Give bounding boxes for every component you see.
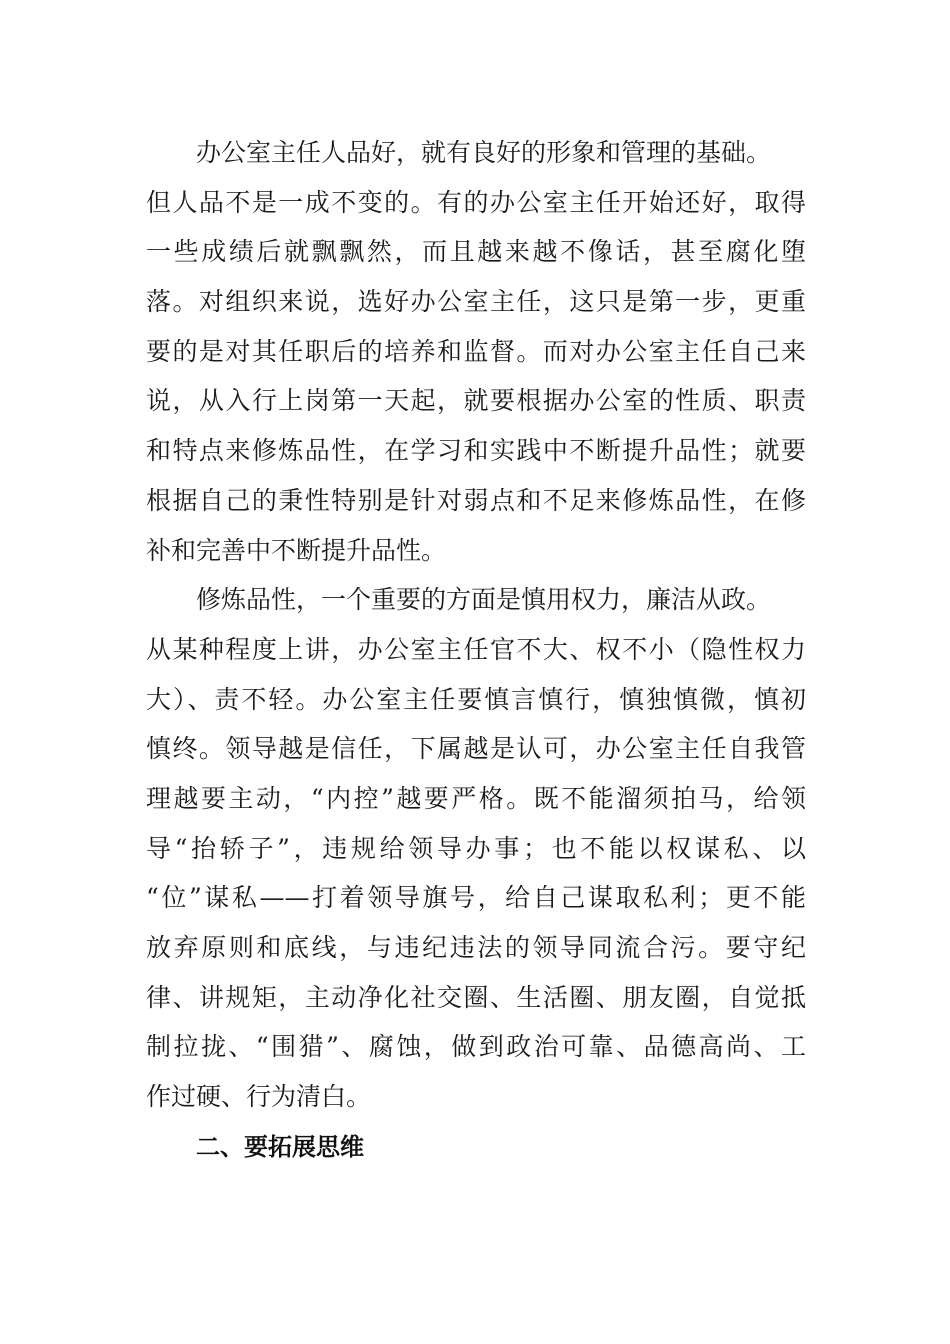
text-line: “位”谋私——打着领导旗号，给自己谋取私利；更不能 — [146, 883, 806, 913]
section-heading: 二、要拓展思维 — [196, 1132, 364, 1161]
text-line: 补和完善中不断提升品性。 — [146, 535, 447, 565]
text-line: 理越要主动，“内控”越要严格。既不能溜须拍马，给领 — [146, 783, 806, 813]
paragraph-use-of-power — [146, 575, 806, 1122]
text-line: 要的是对其任职后的培养和监督。而对办公室主任自己来 — [146, 336, 806, 366]
text-line: 放弃原则和底线，与违纪违法的领导同流合污。要守纪 — [146, 933, 806, 962]
text-line: 大）、责不轻。办公室主任要慎言慎行，慎独慎微，慎初 — [146, 684, 806, 714]
text-line: 落。对组织来说，选好办公室主任，这只是第一步，更重 — [146, 287, 806, 317]
text-line: 和特点来修炼品性，在学习和实践中不断提升品性；就要 — [146, 436, 806, 466]
text-line: 根据自己的秉性特别是针对弱点和不足来修炼品性，在修 — [146, 485, 806, 515]
text-line: 导“抬轿子”，违规给领导办事；也不能以权谋私、以 — [146, 833, 806, 863]
text-line: 说，从入行上岗第一天起，就要根据办公室的性质、职责 — [146, 386, 806, 416]
text-line: 从某种程度上讲，办公室主任官不大、权不小（隐性权力 — [146, 634, 806, 664]
text-line: 修炼品性，一个重要的方面是慎用权力，廉洁从政。 — [196, 585, 772, 615]
text-line: 一些成绩后就飘飘然，而且越来越不像话，甚至腐化堕 — [146, 237, 806, 267]
document-body — [146, 128, 806, 1172]
text-line: 办公室主任人品好，就有良好的形象和管理的基础。 — [196, 138, 772, 167]
text-line: 但人品不是一成不变的。有的办公室主任开始还好，取得 — [146, 187, 806, 217]
text-line: 慎终。领导越是信任，下属越是认可，办公室主任自我管 — [146, 734, 806, 764]
text-line: 作过硬、行为清白。 — [146, 1082, 372, 1112]
text-line: 制拉拢、“围猎”、腐蚀，做到政治可靠、品德高尚、工 — [146, 1032, 806, 1062]
text-line: 律、讲规矩，主动净化社交圈、生活圈、朋友圈，自觉抵 — [146, 982, 806, 1012]
paragraph-personal-character — [146, 128, 806, 575]
